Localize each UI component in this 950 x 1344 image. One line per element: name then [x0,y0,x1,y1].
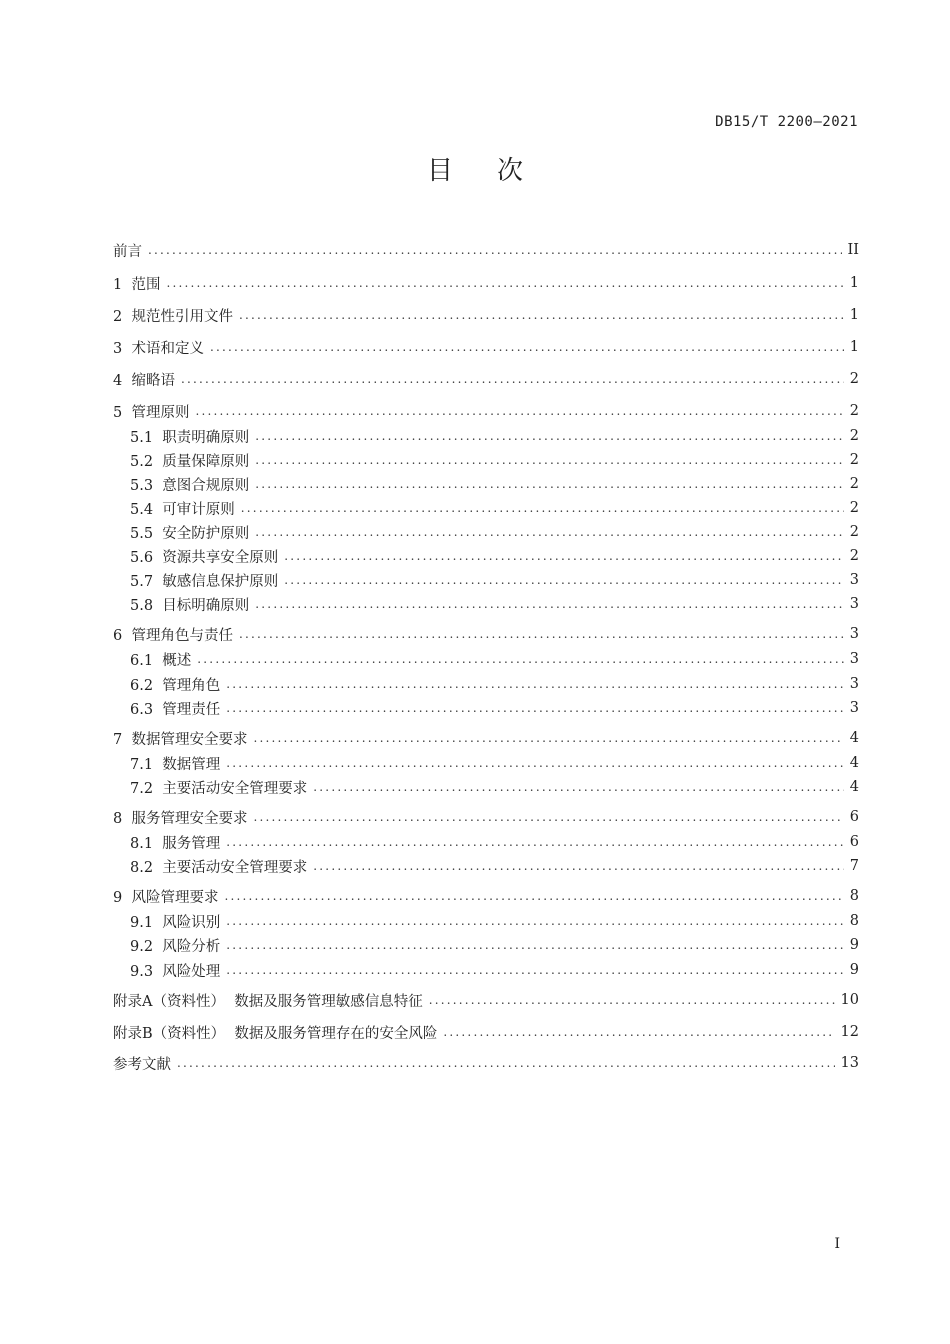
toc-entry[interactable] [113,933,859,957]
toc-entry[interactable] [113,696,859,720]
toc-entry-page: 6 [849,834,859,850]
toc-leader-dots [255,525,843,539]
toc-entry[interactable] [113,854,859,878]
toc-entry[interactable] [113,424,859,448]
toc-entry[interactable] [113,1020,859,1044]
toc-leader-dots [224,889,843,903]
toc-entry[interactable] [113,988,859,1012]
toc-entry[interactable] [113,805,859,829]
toc-entry[interactable] [113,909,859,933]
toc-entry[interactable] [113,1051,859,1075]
toc-entry-label: 5.2 质量保障原则 [130,453,250,470]
toc-entry-page: 3 [849,676,859,692]
toc-entry-page: 7 [849,858,859,874]
toc-leader-dots [313,780,843,794]
toc-leader-dots [197,652,843,666]
toc-leader-dots [253,731,843,745]
toc-entry-label: 8.2 主要活动安全管理要求 [130,859,308,876]
toc-entry-page: II [847,242,859,258]
toc-entry-label: 6.2 管理角色 [130,677,221,694]
toc-leader-dots [210,340,844,354]
toc-leader-dots [226,963,843,977]
toc-leader-dots [148,243,842,257]
toc-entry-page: 4 [849,730,859,746]
toc-leader-dots [239,627,844,641]
toc-entry-page: 9 [849,962,859,978]
toc-entry-page: 2 [849,500,859,516]
toc-entry-label: 附录A（资料性） 数据及服务管理敏感信息特征 [113,993,423,1010]
toc-entry[interactable] [113,672,859,696]
toc-entry-label: 5.5 安全防护原则 [130,525,250,542]
toc-entry-label: 前言 [113,243,142,260]
toc-entry[interactable] [113,448,859,472]
toc-entry-page: 1 [849,275,859,291]
toc-entry[interactable] [113,647,859,671]
toc-entry-page: 2 [849,403,859,419]
toc-leader-dots [255,477,843,491]
toc-entry-label: 参考文献 [113,1056,171,1073]
toc-entry[interactable] [113,622,859,646]
toc-entry-label: 9 风险管理要求 [113,889,219,906]
toc-entry-page: 3 [849,572,859,588]
toc-entry-label: 5 管理原则 [113,404,190,421]
toc-entry-label: 9.2 风险分析 [130,938,221,955]
toc-leader-dots [443,1025,834,1039]
toc-entry-label: 7.2 主要活动安全管理要求 [130,780,308,797]
toc-entry[interactable] [113,367,859,391]
toc-entry-page: 3 [849,700,859,716]
toc-entry-label: 7 数据管理安全要求 [113,731,248,748]
toc-entry[interactable] [113,958,859,982]
toc-leader-dots [226,914,843,928]
toc-entry-label: 附录B（资料性） 数据及服务管理存在的安全风险 [113,1025,438,1042]
toc-entry-label: 5.8 目标明确原则 [130,597,250,614]
toc-entry-label: 2 规范性引用文件 [113,308,233,325]
toc-entry-page: 3 [849,626,859,642]
toc-entry-page: 6 [849,809,859,825]
toc-entry[interactable] [113,472,859,496]
toc-entry[interactable] [113,568,859,592]
toc-entry-page: 4 [849,755,859,771]
toc-entry-label: 5.1 职责明确原则 [130,429,250,446]
toc-leader-dots [166,276,843,290]
toc-entry-label: 6 管理角色与责任 [113,627,233,644]
toc-entry-page: 2 [849,371,859,387]
toc-entry-label: 3 术语和定义 [113,340,204,357]
toc-leader-dots [226,677,843,691]
toc-leader-dots [226,835,843,849]
toc-entry-label: 1 范围 [113,276,161,293]
toc-leader-dots [226,756,843,770]
toc-entry[interactable] [113,544,859,568]
toc-entry-page: 3 [849,596,859,612]
toc-entry-page: 2 [849,476,859,492]
toc-entry-page: 2 [849,548,859,564]
toc-entry-page: 12 [840,1024,859,1040]
toc-entry-label: 5.3 意图合规原则 [130,477,250,494]
toc-leader-dots [429,993,835,1007]
toc-entry-label: 9.3 风险处理 [130,963,221,980]
toc-entry-page: 3 [849,651,859,667]
toc-entry-page: 2 [849,452,859,468]
toc-entry[interactable] [113,520,859,544]
toc-entry[interactable] [113,751,859,775]
toc-leader-dots [253,810,843,824]
toc-entry[interactable] [113,775,859,799]
toc-entry-label: 5.7 敏感信息保护原则 [130,573,279,590]
toc-leader-dots [284,573,843,587]
toc-entry-page: 9 [849,937,859,953]
toc-leader-dots [226,701,843,715]
toc-entry-label: 7.1 数据管理 [130,756,221,773]
toc-entry[interactable] [113,303,859,327]
toc-entry-label: 8 服务管理安全要求 [113,810,248,827]
toc-leader-dots [255,453,843,467]
toc-entry-page: 10 [840,992,859,1008]
toc-entry-label: 5.4 可审计原则 [130,501,235,518]
standard-code: DB15/T 2200—2021 [715,114,858,130]
toc-entry-label: 4 缩略语 [113,372,175,389]
toc-leader-dots [177,1056,835,1070]
toc-entry-page: 1 [849,339,859,355]
toc-entry-page: 13 [840,1055,859,1071]
toc-leader-dots [255,597,843,611]
toc-entry[interactable] [113,238,859,262]
toc-entry-label: 6.3 管理责任 [130,701,221,718]
toc-entry-label: 6.1 概述 [130,652,192,669]
page-title: 目次 [426,156,567,186]
toc-leader-dots [313,859,843,873]
toc-leader-dots [241,501,844,515]
toc-entry[interactable] [113,271,859,295]
toc-entry[interactable] [113,399,859,423]
toc-leader-dots [181,372,844,386]
toc-entry-page: 1 [849,307,859,323]
toc-leader-dots [239,308,844,322]
toc-entry[interactable] [113,592,859,616]
toc-leader-dots [284,549,843,563]
toc-entry-page: 2 [849,524,859,540]
toc-entry-page: 2 [849,428,859,444]
toc-leader-dots [195,404,843,418]
toc-entry-page: 8 [849,888,859,904]
toc-entry-page: 4 [849,779,859,795]
toc-entry[interactable] [113,726,859,750]
toc-entry[interactable] [113,496,859,520]
page-number: I [834,1236,840,1252]
toc-entry[interactable] [113,830,859,854]
toc-leader-dots [255,429,843,443]
toc-entry-label: 9.1 风险识别 [130,914,221,931]
toc-leader-dots [226,938,843,952]
toc-entry-page: 8 [849,913,859,929]
toc-entry-label: 8.1 服务管理 [130,835,221,852]
toc-entry[interactable] [113,884,859,908]
toc-entry-label: 5.6 资源共享安全原则 [130,549,279,566]
toc-entry[interactable] [113,335,859,359]
